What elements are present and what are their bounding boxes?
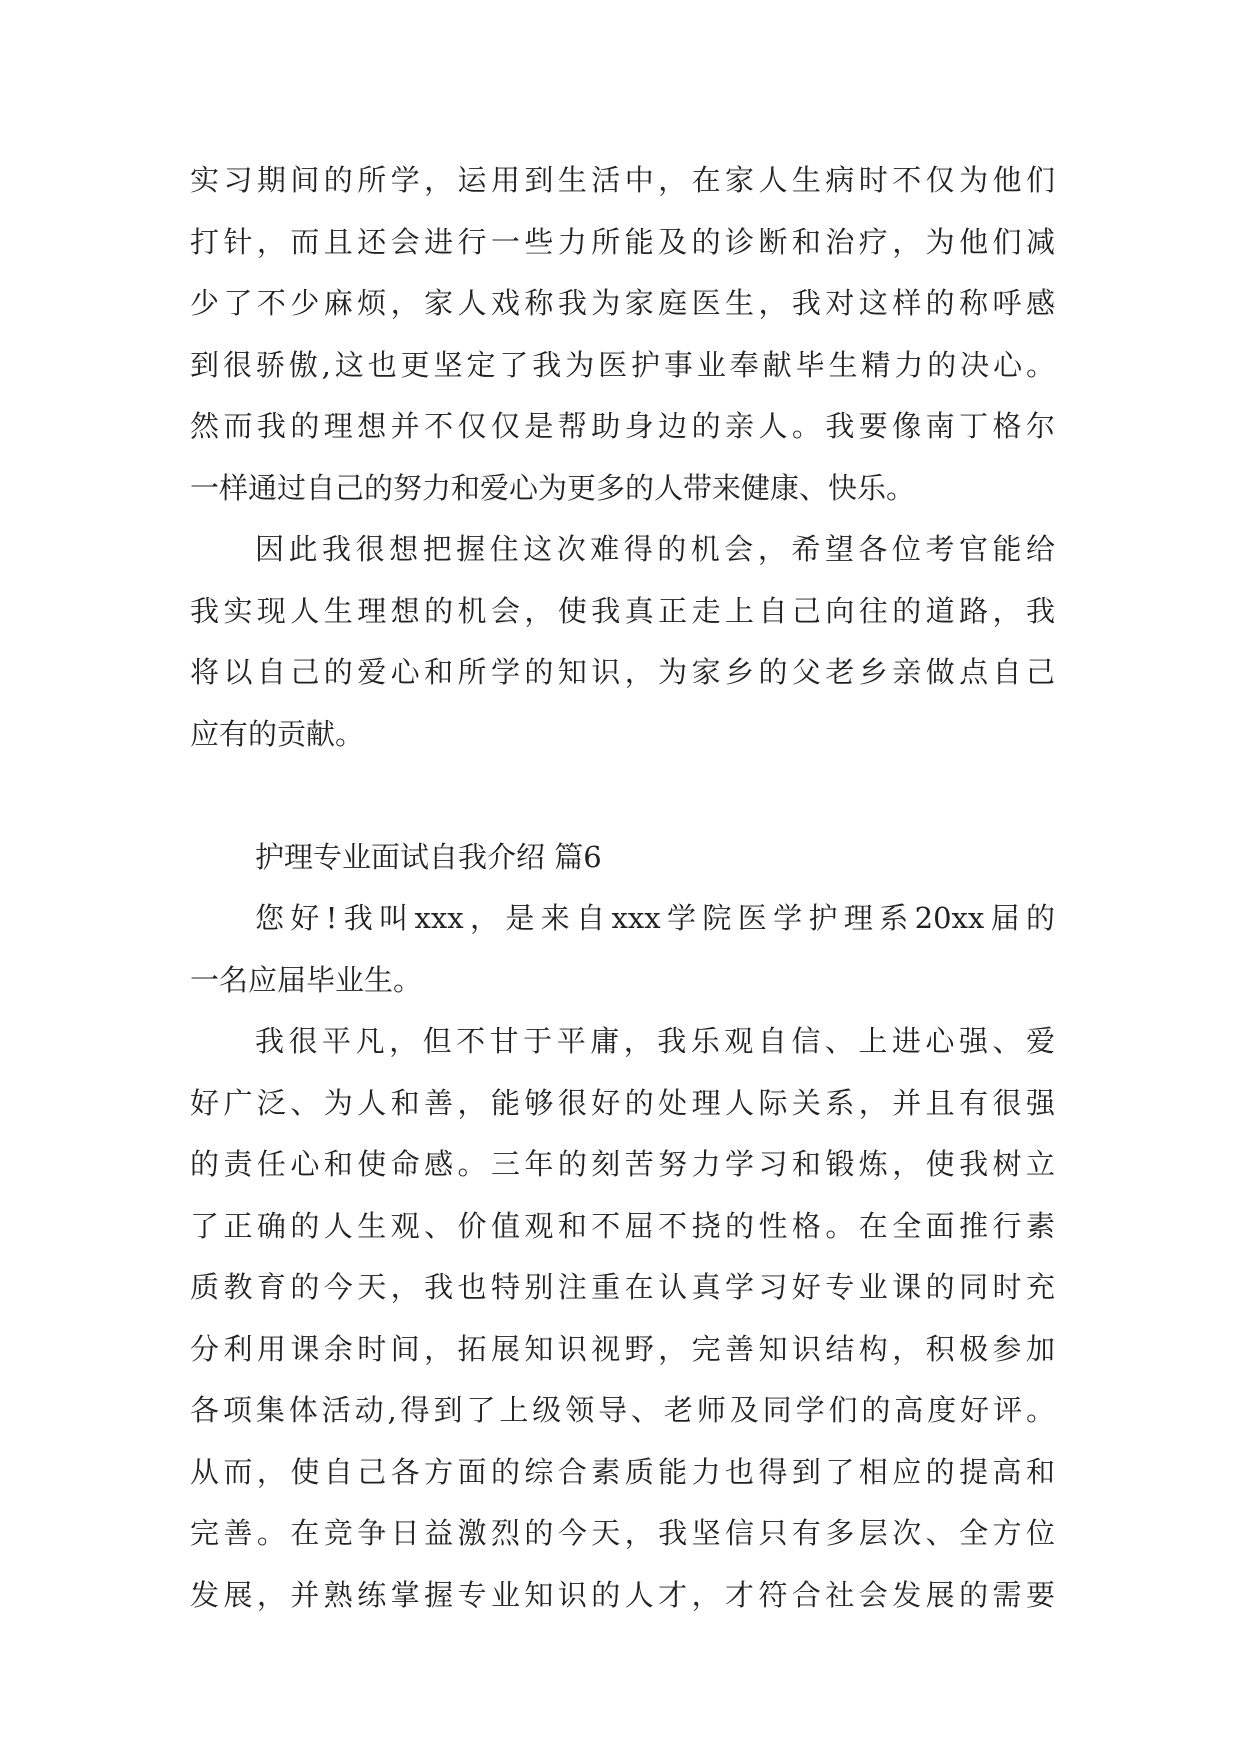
text-line: 从而，使自己各方面的综合素质能力也得到了相应的提高和 (190, 1454, 1055, 1489)
text-line: 分利用课余时间，拓展知识视野，完善知识结构，积极参加 (190, 1331, 1055, 1366)
text-line: 然而我的理想并不仅仅是帮助身边的亲人。我要像南丁格尔 (190, 409, 1055, 443)
blank-line (190, 765, 1055, 827)
text-line: 应有的贡献。 (190, 716, 365, 751)
text-line: 打针，而且还会进行一些力所能及的诊断和治疗，为他们减 (190, 224, 1055, 259)
paragraph (190, 150, 1055, 519)
text-line: 将以自己的爱心和所学的知识，为家乡的父老乡亲做点自己 (190, 655, 1055, 689)
text-line: 实习期间的所学，运用到生活中，在家人生病时不仅为他们 (190, 163, 1055, 197)
text-line: 质教育的今天，我也特别注重在认真学习好专业课的同时充 (190, 1270, 1055, 1304)
text-line: 的责任心和使命感。三年的刻苦努力学习和锻炼，使我树立 (190, 1147, 1055, 1181)
section-heading: 护理专业面试自我介绍 篇6 (255, 839, 602, 874)
text-line: 一样通过自己的努力和爱心为更多的人带来健康、快乐。 (190, 470, 916, 505)
text-line: 因此我很想把握住这次难得的机会，希望各位考官能给 (255, 532, 1055, 566)
paragraph (190, 888, 1055, 1011)
text-line: 各项集体活动,得到了上级领导、老师及同学们的高度好评。 (190, 1393, 1055, 1427)
text-line: 我很平凡，但不甘于平庸，我乐观自信、上进心强、爱 (255, 1024, 1055, 1058)
text-line: 少了不少麻烦，家人戏称我为家庭医生，我对这样的称呼感 (190, 286, 1055, 320)
text-line: 您好!我叫xxx，是来自xxx学院医学护理系20xx届的 (255, 901, 1055, 935)
document-page (190, 150, 1055, 1626)
paragraph (190, 519, 1055, 765)
text-line: 完善。在竞争日益激烈的今天，我坚信只有多层次、全方位 (190, 1516, 1055, 1550)
text-line: 发展，并熟练掌握专业知识的人才，才符合社会发展的需要 (190, 1577, 1055, 1612)
text-line: 我实现人生理想的机会，使我真正走上自己向往的道路，我 (190, 593, 1055, 628)
text-line: 了正确的人生观、价值观和不屈不挠的性格。在全面推行素 (190, 1208, 1055, 1243)
text-line: 好广泛、为人和善，能够很好的处理人际关系，并且有很强 (190, 1085, 1055, 1120)
text-line: 到很骄傲,这也更坚定了我为医护事业奉献毕生精力的决心。 (190, 347, 1055, 382)
paragraph (190, 1011, 1055, 1626)
text-line: 一名应届毕业生。 (190, 962, 423, 997)
